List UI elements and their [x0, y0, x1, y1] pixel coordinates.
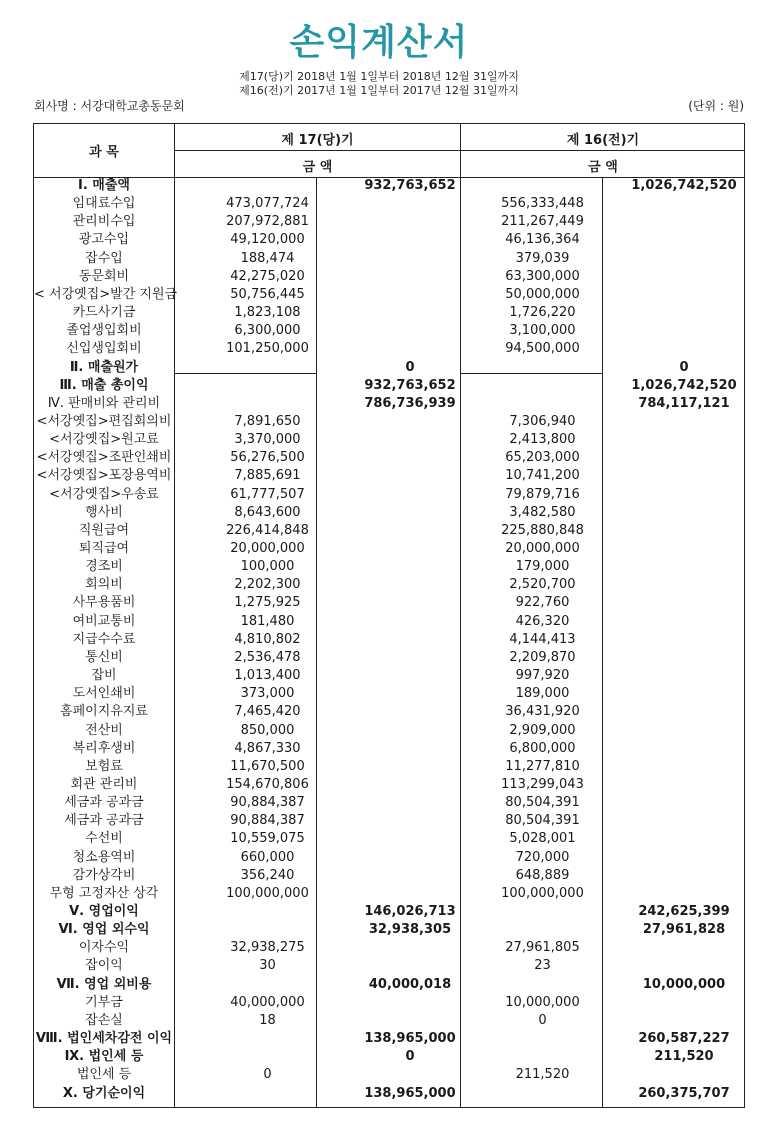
row-amount-c3: 20,000,000 — [505, 541, 580, 556]
row-account-name: 세금과 공과금 — [64, 813, 144, 829]
row-amount-c3: 426,320 — [515, 613, 570, 629]
row-amount-c3: 113,299,043 — [501, 776, 584, 792]
row-amount-c3: 922,760 — [515, 595, 570, 611]
row-amount-c3: 10,741,200 — [505, 468, 580, 484]
current-amount-header: 금 액 — [302, 160, 333, 175]
row-amount-c2: 138,965,000 — [364, 1085, 456, 1101]
row-amount-c1: 660,000 — [240, 849, 295, 865]
row-amount-c4: 0 — [679, 359, 689, 375]
row-account-name: 졸업생입회비 — [66, 323, 142, 339]
row-account-name: 보험료 — [85, 758, 123, 774]
row-amount-c3: 211,267,449 — [501, 214, 584, 230]
row-account-name: Ⅲ. 매출 총이익 — [59, 377, 149, 393]
row-amount-c3: 720,000 — [515, 849, 570, 865]
row-amount-c1: 188,474 — [240, 250, 295, 266]
row-amount-c2: 786,736,939 — [364, 395, 456, 411]
row-account-name: 회관 관리비 — [70, 776, 138, 792]
row-amount-c3: 10,000,000 — [505, 994, 580, 1010]
row-amount-c1: 11,670,500 — [230, 758, 305, 774]
row-amount-c2: 0 — [405, 359, 415, 375]
row-account-name: 광고수입 — [78, 232, 130, 248]
subject-header: 과 목 — [89, 145, 119, 160]
row-account-name: 청소용역비 — [72, 849, 136, 865]
row-account-name: < 서강옛집>발간 지원금 — [34, 286, 178, 302]
row-amount-c4: 1,026,742,520 — [631, 377, 737, 393]
row-amount-c1: 373,000 — [240, 686, 295, 702]
prior-subcolumn-border — [602, 177, 603, 1108]
row-amount-c1: 8,643,600 — [234, 504, 301, 520]
row-amount-c1: 4,867,330 — [234, 740, 301, 756]
row-amount-c3: 80,504,391 — [505, 795, 580, 811]
row-amount-c3: 556,333,448 — [501, 196, 584, 212]
row-account-name: 임대료수입 — [72, 196, 136, 212]
row-amount-c1: 32,938,275 — [230, 940, 305, 956]
period-column-border — [460, 123, 461, 1108]
row-account-name: Ⅸ. 법인세 등 — [64, 1049, 144, 1065]
row-account-name: <서강옛집>포장용역비 — [36, 468, 172, 484]
row-account-name: 복리후생비 — [72, 740, 136, 756]
row-amount-c1: 356,240 — [240, 867, 295, 883]
row-amount-c1: 90,884,387 — [230, 813, 305, 829]
row-amount-c3: 5,028,001 — [509, 831, 576, 847]
row-amount-c3: 2,520,700 — [509, 577, 576, 593]
row-amount-c1: 7,885,691 — [234, 468, 301, 484]
row-amount-c1: 473,077,724 — [226, 196, 309, 212]
row-amount-c3: 11,277,810 — [505, 758, 580, 774]
row-amount-c1: 154,670,806 — [226, 776, 309, 792]
row-amount-c1: 42,275,020 — [230, 268, 305, 284]
row-account-name: 전산비 — [85, 722, 123, 738]
row-account-name: 이자수익 — [78, 940, 130, 956]
row-account-name: 감가상각비 — [72, 867, 136, 883]
document-title: 손익계산서 — [289, 22, 469, 63]
row-amount-c3: 27,961,805 — [505, 940, 580, 956]
row-amount-c3: 79,879,716 — [505, 486, 580, 502]
row-amount-c1: 3,370,000 — [234, 432, 301, 448]
row-account-name: Ⅷ. 법인세차감전 이익 — [35, 1031, 173, 1047]
row-amount-c4: 784,117,121 — [638, 395, 730, 411]
row-account-name: 세금과 공과금 — [64, 795, 144, 811]
prior-period-header: 제 16(전)기 — [566, 133, 640, 148]
row-amount-c1: 50,756,445 — [230, 286, 305, 302]
row-amount-c1: 61,777,507 — [230, 486, 305, 502]
row-amount-c2: 932,763,652 — [364, 178, 456, 193]
row-account-name: Ⅴ. 영업이익 — [69, 904, 139, 919]
row-account-name: 여비교통비 — [72, 613, 136, 629]
row-amount-c1: 101,250,000 — [226, 341, 309, 357]
section-line-current — [175, 373, 316, 374]
row-amount-c1: 7,891,650 — [234, 413, 301, 429]
period-current: 제17(당)기 2018년 1월 1일부터 2018년 12월 31일까지 — [239, 70, 519, 83]
row-amount-c3: 100,000,000 — [501, 885, 584, 901]
row-account-name: 홈페이지유지료 — [60, 704, 148, 720]
row-amount-c2: 932,763,652 — [364, 377, 456, 393]
row-amount-c1: 0 — [263, 1067, 272, 1083]
row-account-name: 무형 고정자산 상각 — [49, 885, 159, 901]
row-amount-c3: 23 — [534, 958, 551, 974]
row-amount-c3: 2,909,000 — [509, 722, 576, 738]
row-amount-c4: 260,375,707 — [638, 1085, 730, 1101]
row-amount-c3: 3,482,580 — [509, 504, 576, 520]
row-account-name: 수선비 — [85, 831, 123, 847]
row-amount-c1: 100,000 — [240, 559, 295, 575]
row-amount-c3: 225,880,848 — [501, 522, 584, 538]
row-account-name: <서강옛집>조판인쇄비 — [36, 450, 172, 466]
row-account-name: <서강옛집>원고료 — [49, 432, 159, 448]
row-amount-c4: 27,961,828 — [642, 922, 726, 938]
row-amount-c1: 40,000,000 — [230, 994, 305, 1010]
row-amount-c1: 181,480 — [240, 613, 295, 629]
row-account-name: Ⅱ. 매출원가 — [69, 359, 139, 375]
row-amount-c4: 260,587,227 — [638, 1031, 730, 1047]
row-account-name: 기부금 — [85, 994, 123, 1010]
row-amount-c2: 40,000,018 — [368, 976, 452, 992]
row-amount-c3: 65,203,000 — [505, 450, 580, 466]
row-account-name: 통신비 — [85, 649, 123, 665]
row-amount-c4: 242,625,399 — [638, 904, 730, 919]
row-amount-c1: 4,810,802 — [234, 631, 301, 647]
row-amount-c1: 49,120,000 — [230, 232, 305, 248]
row-amount-c3: 211,520 — [515, 1067, 570, 1083]
row-amount-c3: 1,726,220 — [509, 305, 576, 321]
row-account-name: Ⅳ. 판매비와 관리비 — [47, 395, 161, 411]
row-amount-c3: 3,100,000 — [509, 323, 576, 339]
row-account-name: 직원급여 — [78, 522, 130, 538]
row-amount-c1: 7,465,420 — [234, 704, 301, 720]
row-account-name: 잡비 — [91, 668, 117, 684]
row-account-name: 잡수입 — [85, 250, 123, 266]
row-amount-c1: 10,559,075 — [230, 831, 305, 847]
row-amount-c3: 648,889 — [515, 867, 570, 883]
row-amount-c3: 63,300,000 — [505, 268, 580, 284]
row-account-name: 회의비 — [85, 577, 123, 593]
row-amount-c4: 10,000,000 — [642, 976, 726, 992]
row-amount-c2: 138,965,000 — [364, 1031, 456, 1047]
row-amount-c4: 1,026,742,520 — [631, 178, 737, 193]
row-amount-c3: 189,000 — [515, 686, 570, 702]
row-account-name: Ⅹ. 당기순이익 — [62, 1085, 146, 1101]
row-account-name: 행사비 — [85, 504, 123, 520]
row-account-name: Ⅰ. 매출액 — [78, 178, 130, 193]
row-account-name: <서강옛집>우송료 — [49, 486, 159, 502]
row-account-name: 경조비 — [85, 559, 123, 575]
prior-amount-header: 금 액 — [588, 160, 618, 175]
row-account-name: 법인세 등 — [76, 1067, 132, 1083]
row-account-name: Ⅵ. 영업 외수익 — [58, 922, 150, 938]
row-amount-c3: 179,000 — [515, 559, 570, 575]
unit-label: (단위 : 원) — [688, 99, 744, 113]
row-amount-c3: 2,413,800 — [509, 432, 576, 448]
row-amount-c1: 100,000,000 — [226, 885, 309, 901]
row-amount-c3: 80,504,391 — [505, 813, 580, 829]
row-account-name: Ⅶ. 영업 외비용 — [56, 976, 152, 992]
row-amount-c2: 146,026,713 — [364, 904, 456, 919]
row-amount-c3: 379,039 — [515, 250, 570, 266]
row-amount-c1: 90,884,387 — [230, 795, 305, 811]
subject-column-border — [174, 123, 175, 1108]
row-amount-c3: 2,209,870 — [509, 649, 576, 665]
row-account-name: 도서인쇄비 — [72, 686, 136, 702]
row-amount-c4: 211,520 — [654, 1049, 714, 1065]
row-amount-c1: 1,823,108 — [234, 305, 301, 321]
row-account-name: 카드사기금 — [72, 305, 136, 321]
row-amount-c1: 1,013,400 — [234, 668, 301, 684]
row-amount-c1: 30 — [259, 958, 276, 974]
row-amount-c3: 0 — [538, 1012, 547, 1028]
row-amount-c2: 32,938,305 — [368, 922, 452, 938]
row-amount-c3: 4,144,413 — [509, 631, 576, 647]
row-amount-c1: 226,414,848 — [226, 522, 309, 538]
row-amount-c1: 2,202,300 — [234, 577, 301, 593]
row-account-name: 동문회비 — [78, 268, 130, 284]
row-account-name: 신입생입회비 — [66, 341, 142, 357]
row-account-name: 잡손실 — [85, 1012, 123, 1028]
row-amount-c3: 6,800,000 — [509, 740, 576, 756]
row-amount-c1: 207,972,881 — [226, 214, 309, 230]
row-account-name: 사무용품비 — [72, 595, 136, 611]
row-amount-c1: 56,276,500 — [230, 450, 305, 466]
row-amount-c2: 0 — [405, 1049, 415, 1065]
row-account-name: 관리비수입 — [72, 214, 136, 230]
row-amount-c1: 18 — [259, 1012, 276, 1028]
row-amount-c3: 46,136,364 — [505, 232, 580, 248]
row-account-name: <서강옛집>편집회의비 — [36, 413, 172, 429]
current-period-header: 제 17(당)기 — [281, 133, 354, 148]
period-prior: 제16(전)기 2017년 1월 1일부터 2017년 12월 31일까지 — [239, 84, 519, 97]
row-amount-c3: 7,306,940 — [509, 413, 576, 429]
row-amount-c3: 94,500,000 — [505, 341, 580, 357]
row-amount-c1: 6,300,000 — [234, 323, 301, 339]
row-account-name: 잡이익 — [85, 958, 123, 974]
row-amount-c1: 2,536,478 — [234, 649, 301, 665]
row-amount-c1: 1,275,925 — [234, 595, 301, 611]
section-line-prior — [461, 373, 602, 374]
row-amount-c1: 20,000,000 — [230, 541, 305, 556]
row-account-name: 지급수수료 — [72, 631, 136, 647]
row-amount-c3: 50,000,000 — [505, 286, 580, 302]
row-amount-c3: 997,920 — [515, 668, 570, 684]
company-name: 회사명 : 서강대학교총동문회 — [34, 99, 185, 113]
row-amount-c1: 850,000 — [240, 722, 295, 738]
row-amount-c3: 36,431,920 — [505, 704, 580, 720]
row-account-name: 퇴직급여 — [78, 541, 130, 556]
